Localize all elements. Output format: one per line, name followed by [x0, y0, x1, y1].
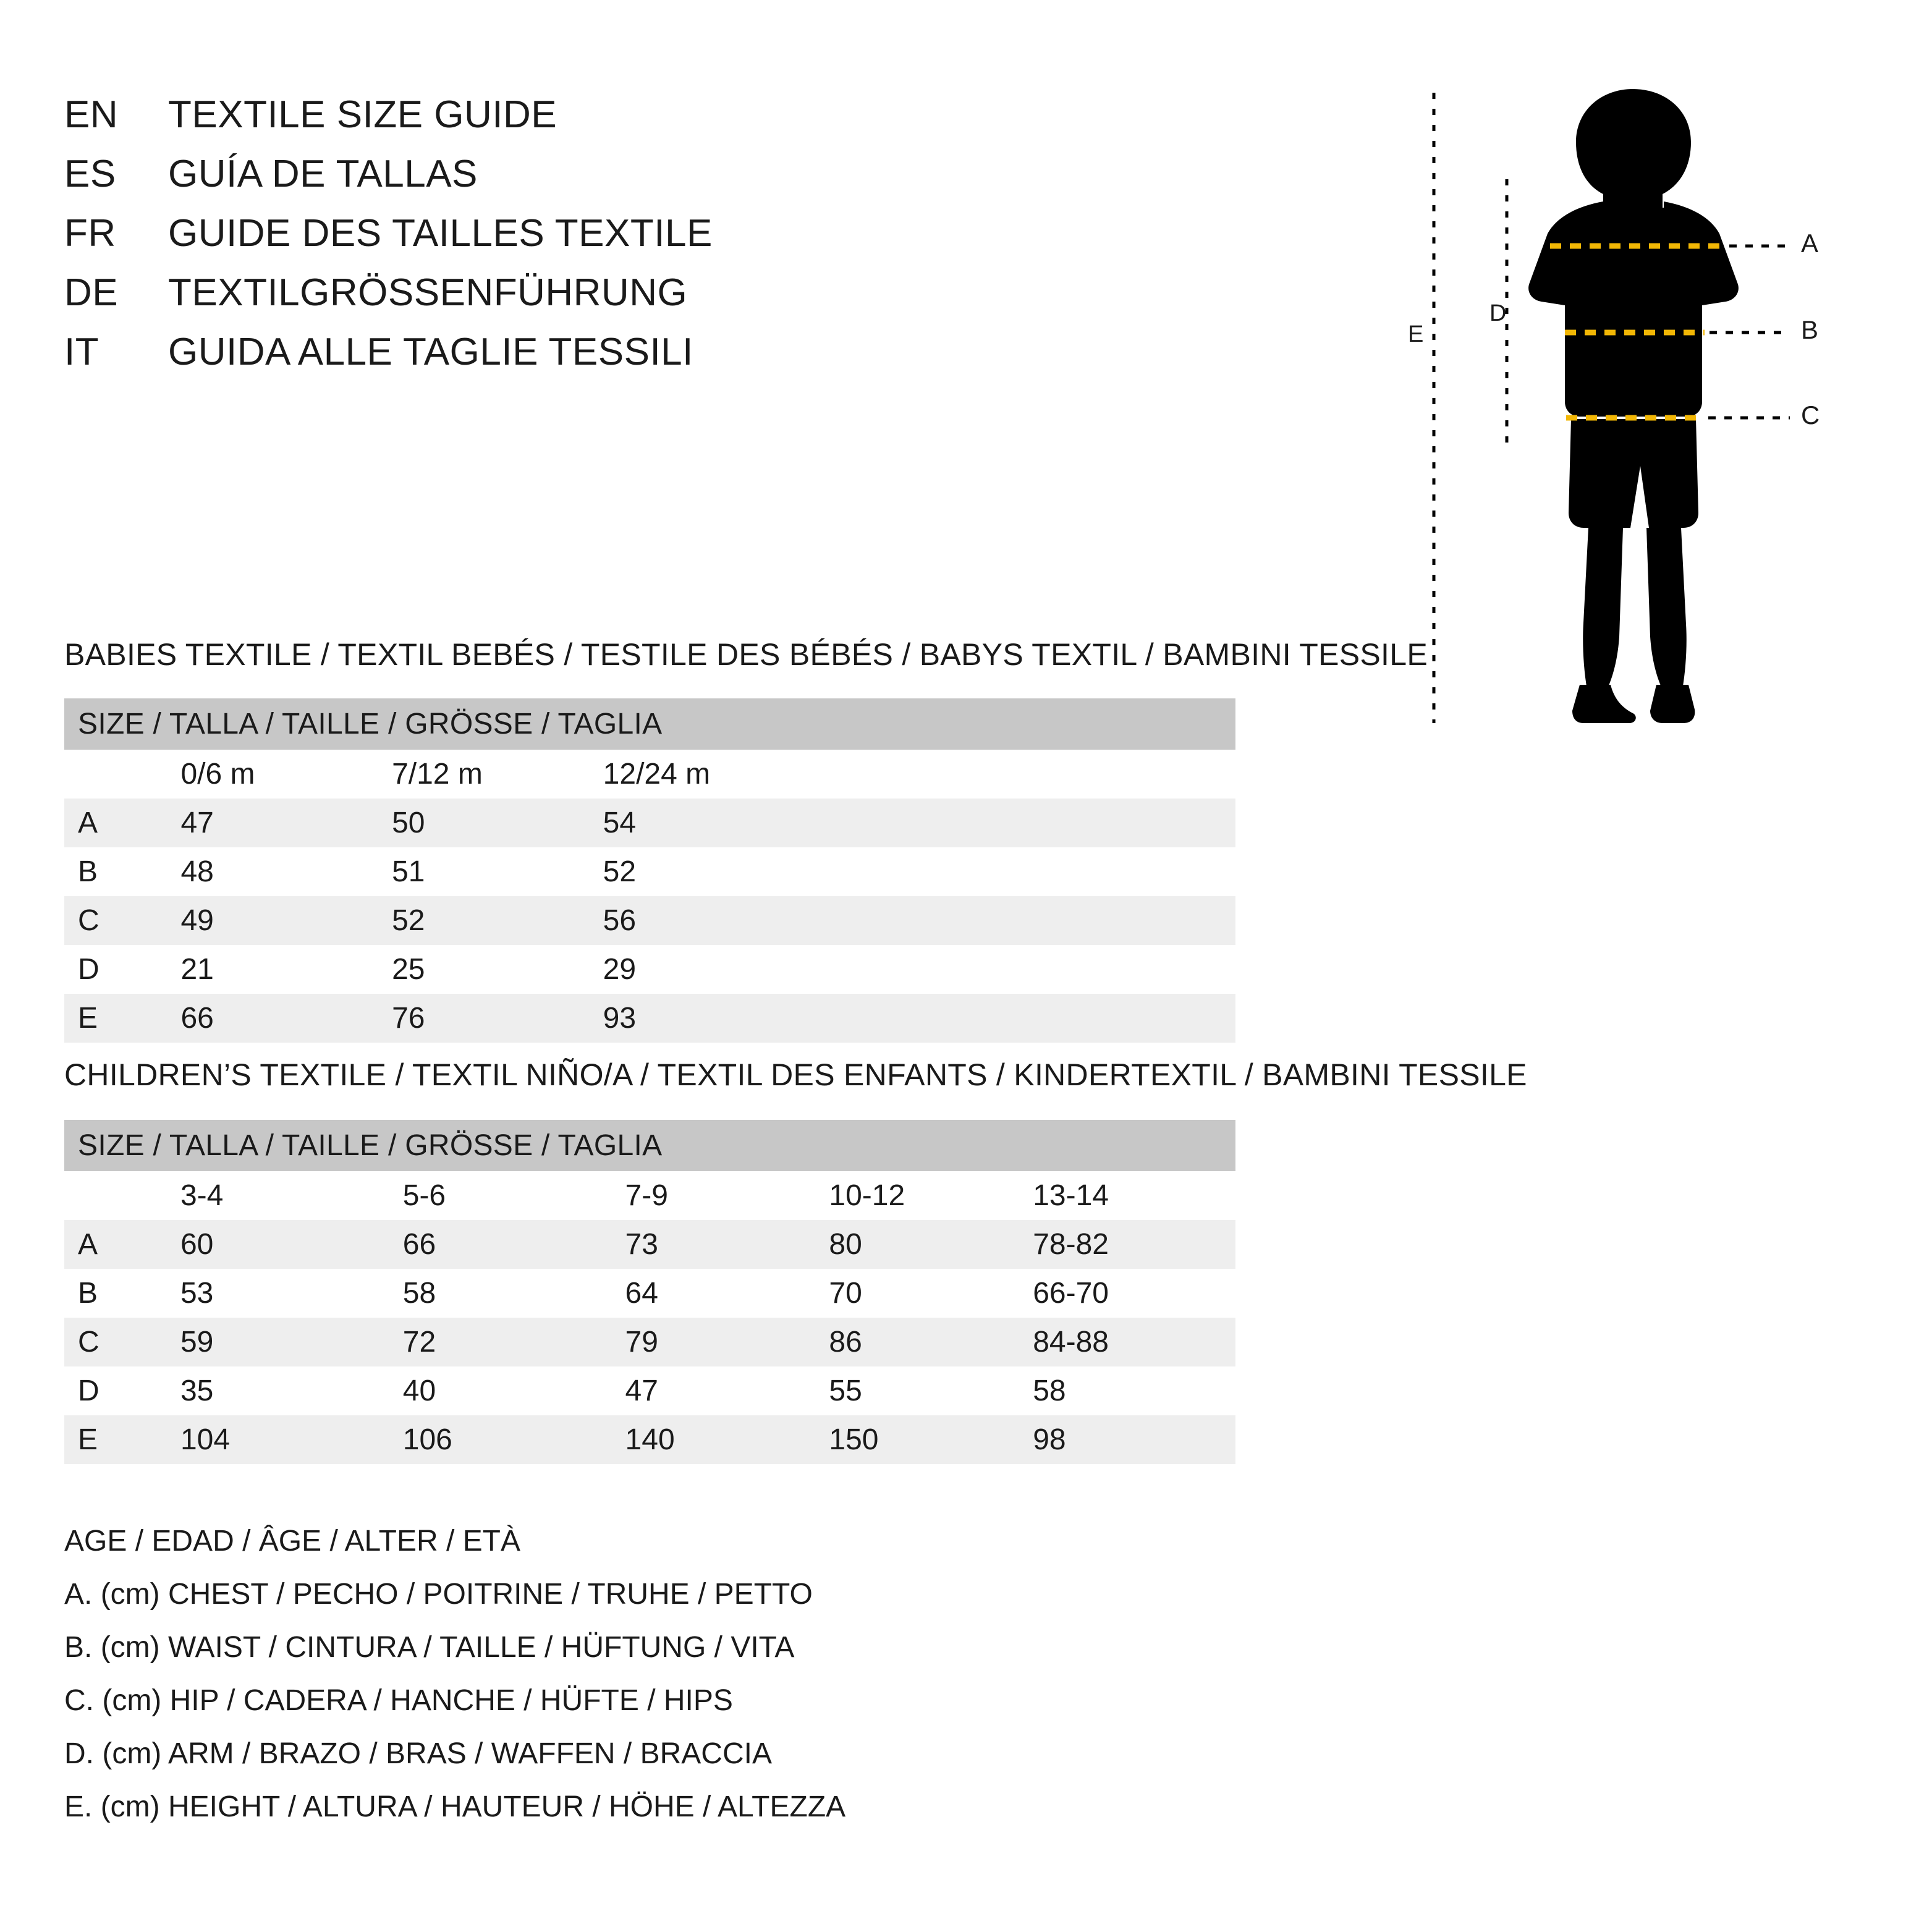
table-row [64, 847, 1235, 896]
table-row [64, 1318, 1235, 1366]
cell-value: 54 [546, 799, 1235, 847]
cell-value: 73 [569, 1220, 773, 1269]
language-title: GUÍA DE TALLAS [168, 153, 478, 195]
row-label: D [64, 945, 124, 994]
cell-value: 25 [335, 945, 546, 994]
table-row [64, 896, 1235, 945]
table-row [64, 799, 1235, 847]
row-label: B [64, 1269, 124, 1318]
language-code: ES [64, 153, 116, 195]
cell-value: 66 [346, 1220, 569, 1269]
cell-value: 47 [569, 1366, 773, 1415]
language-row-en [64, 93, 1239, 152]
row-label: A [64, 1220, 124, 1269]
children-section-caption: CHILDREN’S TEXTILE / TEXTIL NIÑO/A / TEXTIL DES ENFANTS / KINDERTEXTIL / BAMBINI TESSILE [64, 1057, 1527, 1092]
babies-table-header: SIZE / TALLA / TAILLE / GRÖSSE / TAGLIA [64, 698, 1235, 750]
cell-value: 56 [546, 896, 1235, 945]
row-label: E [64, 994, 124, 1043]
babies-size-table [64, 698, 1235, 1043]
cell-value: 51 [335, 847, 546, 896]
cell-value: 55 [772, 1366, 976, 1415]
column-header: 0/6 m [124, 750, 335, 799]
children-size-table [64, 1120, 1235, 1464]
cell-value: 78-82 [976, 1220, 1235, 1269]
legend-line-chest: A. (cm) CHEST / PECHO / POITRINE / TRUHE / PETTO [64, 1578, 813, 1611]
cell-value: 40 [346, 1366, 569, 1415]
cell-value: 59 [124, 1318, 346, 1366]
cell-value: 35 [124, 1366, 346, 1415]
cell-value: 72 [346, 1318, 569, 1366]
row-label: D [64, 1366, 124, 1415]
cell-value: 66-70 [976, 1269, 1235, 1318]
empty-corner [64, 1171, 124, 1220]
cell-value: 52 [546, 847, 1235, 896]
cell-value: 49 [124, 896, 335, 945]
cell-value: 48 [124, 847, 335, 896]
cell-value: 150 [772, 1415, 976, 1464]
figure-label-c: C [1801, 400, 1820, 430]
row-label: C [64, 1318, 124, 1366]
table-column-row [64, 1171, 1235, 1220]
cell-value: 47 [124, 799, 335, 847]
cell-value: 64 [569, 1269, 773, 1318]
cell-value: 53 [124, 1269, 346, 1318]
language-row-es [64, 152, 1239, 211]
figure-label-b: B [1801, 315, 1819, 344]
column-header: 13-14 [976, 1171, 1235, 1220]
column-header: 10-12 [772, 1171, 976, 1220]
language-code: DE [64, 271, 119, 314]
cell-value: 29 [546, 945, 1235, 994]
figure-label-e: E [1408, 321, 1424, 347]
cell-value: 106 [346, 1415, 569, 1464]
language-title-block [64, 93, 1239, 389]
measurement-figure [1391, 80, 1873, 760]
legend-line-hip: C. (cm) HIP / CADERA / HANCHE / HÜFTE / HIPS [64, 1684, 733, 1717]
cell-value: 140 [569, 1415, 773, 1464]
legend-line-height: E. (cm) HEIGHT / ALTURA / HAUTEUR / HÖHE / ALTEZZA [64, 1790, 846, 1823]
legend-line-age: AGE / EDAD / ÂGE / ALTER / ETÀ [64, 1525, 520, 1557]
language-title: TEXTILGRÖSSENFÜHRUNG [168, 271, 688, 314]
column-header: 3-4 [124, 1171, 346, 1220]
language-title: GUIDA ALLE TAGLIE TESSILI [168, 331, 693, 373]
cell-value: 58 [976, 1366, 1235, 1415]
cell-value: 21 [124, 945, 335, 994]
cell-value: 79 [569, 1318, 773, 1366]
cell-value: 84-88 [976, 1318, 1235, 1366]
language-row-fr [64, 211, 1239, 271]
cell-value: 76 [335, 994, 546, 1043]
cell-value: 52 [335, 896, 546, 945]
figure-label-a: A [1801, 229, 1819, 258]
cell-value: 60 [124, 1220, 346, 1269]
measurement-legend [64, 1527, 1300, 1845]
language-row-it [64, 330, 1239, 389]
cell-value: 86 [772, 1318, 976, 1366]
table-row [64, 1269, 1235, 1318]
babies-section-caption: BABIES TEXTILE / TEXTIL BEBÉS / TESTILE DES BÉBÉS / BABYS TEXTIL / BAMBINI TESSILE [64, 637, 1428, 672]
language-title: TEXTILE SIZE GUIDE [168, 93, 557, 136]
children-table-header: SIZE / TALLA / TAILLE / GRÖSSE / TAGLIA [64, 1120, 1235, 1171]
column-header: 5-6 [346, 1171, 569, 1220]
cell-value: 66 [124, 994, 335, 1043]
empty-corner [64, 750, 124, 799]
cell-value: 104 [124, 1415, 346, 1464]
language-title: GUIDE DES TAILLES TEXTILE [168, 212, 713, 255]
table-column-row [64, 750, 1235, 799]
language-code: EN [64, 93, 119, 136]
table-row [64, 1415, 1235, 1464]
language-code: FR [64, 212, 116, 255]
cell-value: 98 [976, 1415, 1235, 1464]
child-silhouette [1528, 89, 1739, 723]
row-label: A [64, 799, 124, 847]
table-row [64, 945, 1235, 994]
cell-value: 93 [546, 994, 1235, 1043]
row-label: B [64, 847, 124, 896]
legend-line-arm: D. (cm) ARM / BRAZO / BRAS / WAFFEN / BRACCIA [64, 1737, 772, 1770]
figure-label-d: D [1489, 300, 1507, 326]
language-row-de [64, 271, 1239, 330]
column-header: 12/24 m [546, 750, 1235, 799]
table-row [64, 1366, 1235, 1415]
table-header-row [64, 698, 1235, 750]
cell-value: 58 [346, 1269, 569, 1318]
column-header: 7/12 m [335, 750, 546, 799]
legend-line-waist: B. (cm) WAIST / CINTURA / TAILLE / HÜFTUNG / VITA [64, 1631, 795, 1664]
row-label: E [64, 1415, 124, 1464]
language-code: IT [64, 331, 100, 373]
column-header: 7-9 [569, 1171, 773, 1220]
cell-value: 50 [335, 799, 546, 847]
table-header-row [64, 1120, 1235, 1171]
cell-value: 70 [772, 1269, 976, 1318]
table-row [64, 1220, 1235, 1269]
cell-value: 80 [772, 1220, 976, 1269]
row-label: C [64, 896, 124, 945]
table-row [64, 994, 1235, 1043]
